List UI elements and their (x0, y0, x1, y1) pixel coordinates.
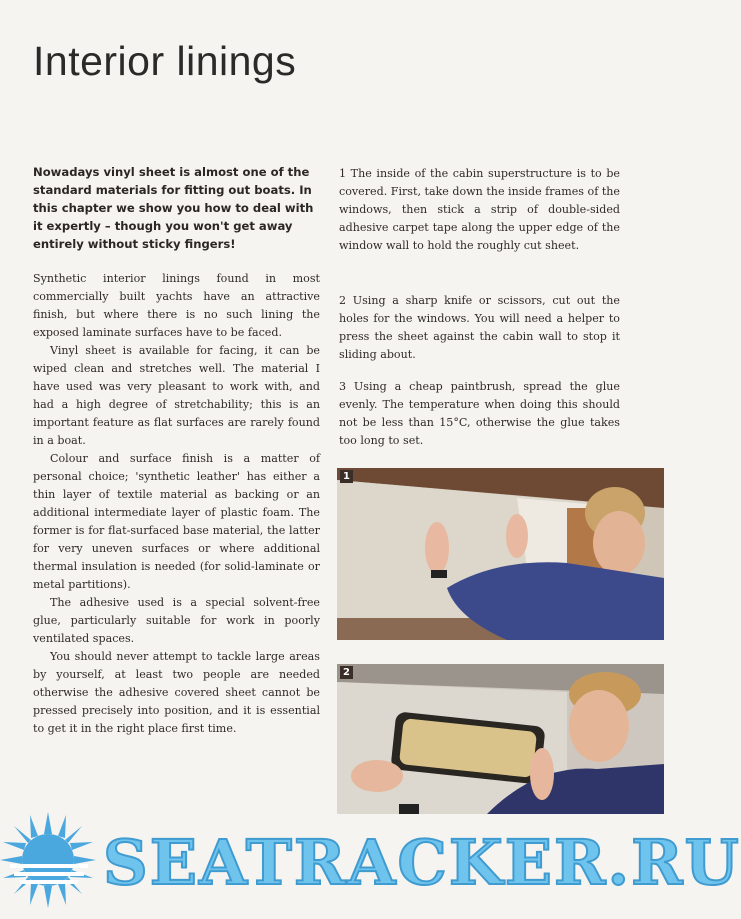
body-paragraph: Synthetic interior linings found in most commercially built yachts have an attractive finish, but where there is no such lining the exposed laminate surfaces have to be faced. (33, 272, 320, 339)
step-3-caption: 3 Using a cheap paintbrush, spread the glue evenly. The temperature when doing this should not be less than 15°C, otherwise the glue takes too long to set. (339, 380, 620, 447)
body-paragraph: You should never attempt to tackle large areas by yourself, at least two people are needed otherwise the adhesive covered sheet cannot be pressed precisely into position, and it is essential to get it in the right place first time. (33, 650, 320, 735)
photo-2-number: 2 (340, 666, 353, 679)
photo-1-number: 1 (340, 470, 353, 483)
watermark-text: SEATRACKER.RU (103, 826, 741, 899)
photo-1-image (337, 468, 664, 640)
intro-paragraph: Nowadays vinyl sheet is almost one of the standard materials for fitting out boats. In this chapter we show you how to deal with it expertly – though you won't get away entirely without sticky fingers! (33, 165, 314, 251)
body-paragraph: The adhesive used is a special solvent-free glue, particularly suitable for work in poorly ventilated spaces. (33, 596, 320, 645)
body-paragraph: Colour and surface finish is a matter of personal choice; 'synthetic leather' has either a thin layer of textile material as backing or an additional intermediate layer of plastic foam. The former is for flat-surfaced base material, the latter for very uneven surfaces or where additional thermal insulation is needed (for solid-laminate or metal partitions). (33, 452, 320, 591)
body-paragraph: Vinyl sheet is available for facing, it can be wiped clean and stretches well. The material I have used was very pleasant to work with, and had a high degree of stretchability; this is an important feature as flat surfaces are rarely found in a boat. (33, 344, 320, 447)
photo-2-image (337, 664, 664, 814)
step-1-caption: 1 The inside of the cabin superstructure is to be covered. First, take down the inside frames of the windows, then stick a strip of double-sided adhesive carpet tape along the upper edge of the window wall to hold the roughly cut sheet. (339, 167, 620, 252)
step-2-caption: 2 Using a sharp knife or scissors, cut out the holes for the windows. You will need a helper to press the sheet against the cabin wall to stop it sliding about. (339, 294, 620, 361)
photo-1 (337, 468, 664, 640)
page-title: Interior linings (33, 38, 297, 84)
sun-icon (0, 812, 96, 908)
body-text-column (33, 270, 320, 738)
photo-2 (337, 664, 664, 814)
